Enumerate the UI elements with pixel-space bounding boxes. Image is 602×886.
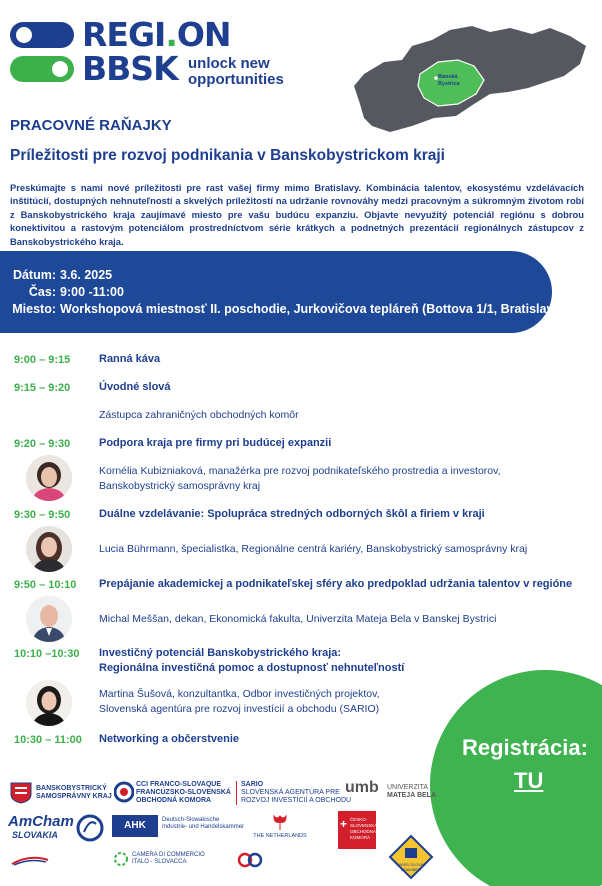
regi-on-bbsk-logo xyxy=(10,15,310,90)
agenda-title: Úvodné slová xyxy=(99,381,171,393)
agenda-speaker: Zástupca zahraničných obchodných komôr xyxy=(99,409,299,421)
speaker-photo-avatar xyxy=(26,596,72,642)
chain-link-icon xyxy=(236,852,264,868)
agenda-time: 9:30 – 9:50 xyxy=(14,509,71,521)
agenda-time: 9:00 – 9:15 xyxy=(14,354,71,366)
swoosh-logo-icon xyxy=(10,856,50,866)
agenda-title: Ranná káva xyxy=(99,353,161,365)
partner-logo-chain xyxy=(236,852,264,871)
speaker-photo-avatar xyxy=(26,526,72,572)
intro-paragraph: Preskúmajte s nami nové príležitosti pre rast vašej firmy mimo Bratislavy. Kombinácia talentov, ekosystému vzdelávacích inštitúcií, dostupných nehnuteľností a skvelých príležitostí na udržanie rovnováhy medzi pracovným a súkromným životom robí z Banskobystrického kraja zaujímavé miesto pre vašu budúcu expanziu. Objavte nevyužitý potenciál regiónu s dobrou konektivitou a rastovým potenciálom prostredníctvom série krátkych a podnetných prezentácií regionálnych zástupcov z Banskobystrického kraja. xyxy=(10,182,584,247)
time-label: Čas: xyxy=(28,285,56,299)
registration-label: Registrácia: xyxy=(462,735,588,760)
partner-logo-swoosh xyxy=(10,856,50,866)
agenda-time: 10:10 –10:30 xyxy=(14,648,80,660)
agenda-speaker: Kornélia Kubizniaková, manažérka pre rozvoj podnikateľského prostredia a investorov, Banskobystrický samosprávny kraj xyxy=(99,465,501,492)
date-label: Dátum: xyxy=(12,268,56,282)
speaker-photo-avatar xyxy=(26,455,72,501)
cci-logo-icon xyxy=(114,781,134,803)
swiss-chamber-badge-icon xyxy=(388,834,434,880)
agenda-title: Investičný potenciál Banskobystrického kraja: Regionálna investičná pomoc a dostupnosť nehnuteľností xyxy=(99,647,405,674)
italy-chamber-icon xyxy=(114,852,128,866)
place-value: Workshopová miestnosť II. poschodie, Jurkovičova tepláreň (Bottova 1/1, Bratislava) xyxy=(60,302,565,316)
event-info-band xyxy=(0,251,565,333)
agenda-title: Networking a občerstvenie xyxy=(99,733,239,745)
agenda-title: Podpora kraja pre firmy pri budúcej expanzii xyxy=(99,437,332,449)
map-label: Banská xyxy=(438,74,458,80)
logo-wordmark-bbsk: BBSK xyxy=(82,49,178,88)
agenda-title: Prepájanie akademickej a podnikateľskej sféry ako predpoklad udržania talentov v regióne xyxy=(99,578,573,590)
agenda-time: 9:50 – 10:10 xyxy=(14,579,77,591)
partner-logo-sario: SARIO SLOVENSKÁ AGENTÚRA PRE ROZVOJ INVESTÍCIÍ A OBCHODU xyxy=(236,781,351,805)
speaker-photo-avatar xyxy=(26,680,72,726)
partner-logo-cz-sk: + ČESKO-SLOVENSKÁ OBCHODNÁ KOMORA xyxy=(338,811,376,849)
tulip-icon xyxy=(268,814,292,832)
date-value: 3.6. 2025 xyxy=(60,268,113,282)
page-title: Príležitosti pre rozvoj podnikania v Banskobystrickom kraji xyxy=(10,147,445,164)
slovakia-map-icon xyxy=(350,22,590,142)
agenda-time: 9:20 – 9:30 xyxy=(14,438,71,450)
agenda-title: Duálne vzdelávanie: Spolupráca stredných odborných škôl a firiem v kraji xyxy=(99,508,485,520)
agenda-speaker: Michal Meššan, dekan, Ekonomická fakulta, Univerzita Mateja Bela v Banskej Bystrici xyxy=(99,613,497,625)
agenda-time: 10:30 – 11:00 xyxy=(14,734,82,746)
time-value: 9:00 -11:00 xyxy=(60,285,124,299)
registration-link[interactable]: TU xyxy=(514,768,544,793)
agenda-speaker: Martina Šušová, konzultantka, Odbor investičných projektov, Slovenská agentúra pre rozvoj investícií a obchodu (SARIO) xyxy=(99,688,380,715)
agenda-time: 9:15 – 9:20 xyxy=(14,382,71,394)
logo-wordmark-region: REGI.ON xyxy=(82,15,231,54)
logo-pill-green-icon xyxy=(10,56,74,82)
event-kicker: PRACOVNÉ RAŇAJKY xyxy=(10,117,172,134)
place-label: Miesto: xyxy=(12,302,56,316)
bbsk-crest-icon xyxy=(10,782,32,804)
agenda-speaker: Lucia Bührmann, špecialistka, Regionálne centrá kariéry, Banskobystrický samosprávny kraj xyxy=(99,543,528,555)
partner-logo-netherlands: THE NETHERLANDS xyxy=(250,814,310,840)
partner-logo-amcham: AmCham SLOVAKIA xyxy=(8,814,104,844)
logo-tagline: unlock new opportunities xyxy=(188,55,284,88)
partner-logo-swiss: SWISS-SLOVAK CHAMBER xyxy=(388,834,434,880)
logo-pill-blue-icon xyxy=(10,22,74,48)
map-label: Bystrica xyxy=(438,81,460,87)
amcham-globe-icon xyxy=(76,814,104,842)
